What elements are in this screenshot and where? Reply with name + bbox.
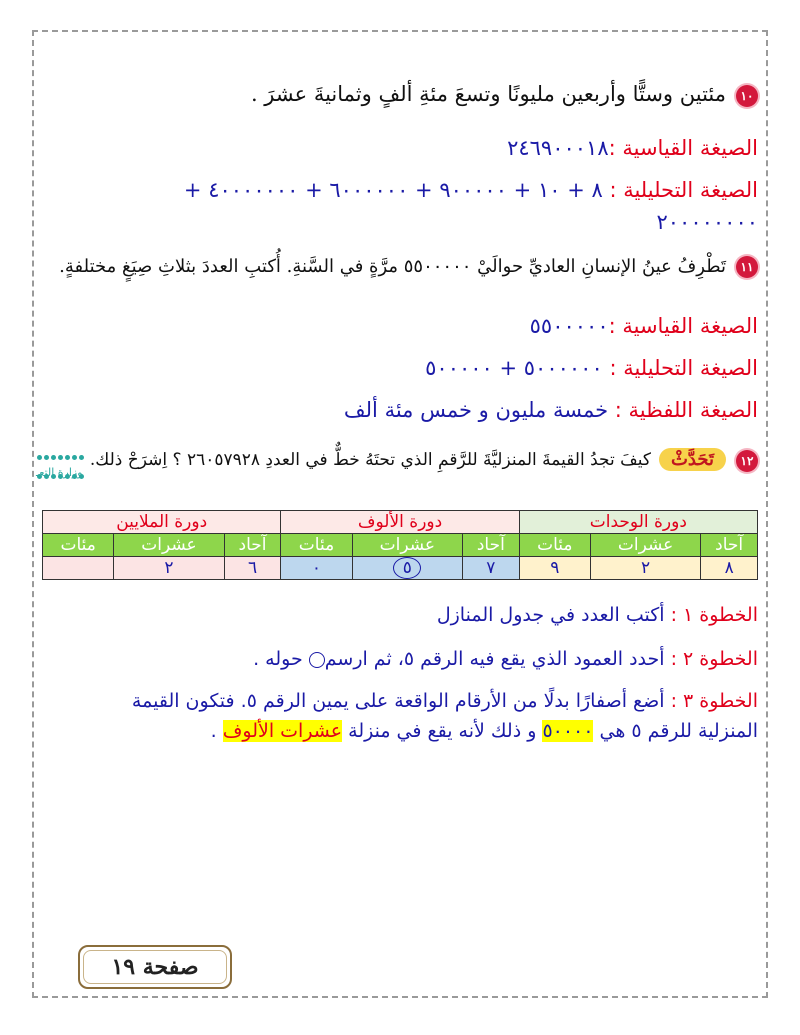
question-10	[42, 82, 758, 107]
digit-cell: ٧	[463, 557, 520, 580]
talk-bubble: تَحَدَّثْ	[659, 448, 726, 471]
place-header: آحاد	[463, 534, 520, 557]
q11-expanded-form	[42, 356, 758, 380]
place-header: مئات	[519, 534, 590, 557]
standard-label: الصيغة القياسية :	[608, 314, 758, 338]
digit-cell: ٢	[114, 557, 224, 580]
place-header: آحاد	[701, 534, 758, 557]
digit-cell: ٠	[281, 557, 352, 580]
highlight-value: ٥٠٠٠٠	[542, 720, 594, 742]
expanded-value: ٨ + ١٠ + ٩٠٠٠٠٠ + ٦٠٠٠٠٠٠ + ٤٠٠٠٠٠٠٠ +	[183, 178, 603, 202]
step-1	[42, 604, 758, 626]
step-label: الخطوة ١ :	[670, 604, 758, 626]
q11-standard-form	[42, 314, 758, 338]
q10-expanded-cont: ٢٠٠٠٠٠٠٠٠	[656, 210, 758, 234]
ministry-logo-text: وزارة التعـ	[36, 466, 83, 479]
question-text: كيفَ تجدُ القيمةَ المنزليَّةَ للرَّقمِ الذي تحتَهُ خطٌّ في العددِ ٢٦٠٥٧٩٢٨ ؟ اِشرَحْ ذلك.	[89, 450, 651, 470]
question-text: تَطْرِفُ عينُ الإنسانِ العاديِّ حوالَيْ ٥٥٠٠٠٠٠ مرَّةٍ في السَّنةِ. أُكتبِ العددَ بثلاثِ صِيَغٍ مختلفةٍ.	[59, 256, 726, 277]
place-header: عشرات	[352, 534, 462, 557]
digit-cell: ٦	[224, 557, 281, 580]
q10-expanded-form	[42, 178, 758, 202]
q11-word-form	[42, 398, 758, 422]
word-value: خمسة مليون و خمس مئة ألف	[343, 398, 609, 422]
step-label: الخطوة ٢ :	[670, 648, 758, 670]
place-header: مئات	[281, 534, 352, 557]
step-label: الخطوة ٣ :	[670, 690, 758, 712]
question-number-badge: ١٠	[736, 85, 758, 107]
step-text: و ذلك لأنه يقع في منزلة	[348, 720, 537, 742]
page-number-badge: صفحة ١٩	[78, 945, 232, 989]
circle-icon	[309, 652, 325, 668]
period-units: دورة الوحدات	[519, 511, 757, 534]
place-value-table	[42, 510, 758, 580]
word-label: الصيغة اللفظية :	[614, 398, 758, 422]
standard-value: ٢٤٦٩٠٠٠١٨	[507, 136, 609, 160]
standard-label: الصيغة القياسية :	[608, 136, 758, 160]
period-millions: دورة الملايين	[43, 511, 281, 534]
question-number-badge: ١٢	[736, 450, 758, 472]
question-text: مئتين وستًّا وأربعين مليونًا وتسعَ مئةِ ألفٍ وثمانيةَ عشرَ .	[250, 82, 726, 106]
digit-cell: ٩	[519, 557, 590, 580]
place-header: عشرات	[114, 534, 224, 557]
step-text: أحدد العمود الذي يقع فيه الرقم ٥، ثم ارسم	[324, 648, 665, 670]
question-11	[42, 256, 758, 278]
q10-standard-form	[42, 136, 758, 160]
step-text-tail: حوله .	[253, 648, 303, 670]
digit-cell: ٢	[590, 557, 700, 580]
highlight-place: عشرات الألوف	[222, 720, 343, 742]
place-header: آحاد	[224, 534, 281, 557]
standard-value: ٥٥٠٠٠٠٠	[529, 314, 609, 338]
place-header: مئات	[43, 534, 114, 557]
period-thousands: دورة الألوف	[281, 511, 519, 534]
circled-digit: ٥	[393, 557, 421, 579]
step-text: المنزلية للرقم ٥ هي	[599, 720, 758, 742]
step-3-cont	[42, 720, 758, 742]
step-text: أضع أصفارًا بدلًا من الأرقام الواقعة على يمين الرقم ٥. فتكون القيمة	[131, 690, 665, 712]
digit-cell-circled	[352, 557, 462, 580]
digit-cell	[43, 557, 114, 580]
question-number-badge: ١١	[736, 256, 758, 278]
ministry-logo-icon	[36, 446, 88, 466]
place-header: عشرات	[590, 534, 700, 557]
step-3	[42, 690, 758, 712]
step-text: أكتب العدد في جدول المنازل	[436, 604, 665, 626]
step-end: .	[210, 720, 217, 742]
digit-cell: ٨	[701, 557, 758, 580]
step-2	[42, 648, 758, 670]
expanded-label: الصيغة التحليلية :	[609, 178, 758, 202]
expanded-value: ٥٠٠٠٠٠٠ + ٥٠٠٠٠٠	[425, 356, 603, 380]
expanded-label: الصيغة التحليلية :	[609, 356, 758, 380]
question-12	[42, 448, 758, 472]
